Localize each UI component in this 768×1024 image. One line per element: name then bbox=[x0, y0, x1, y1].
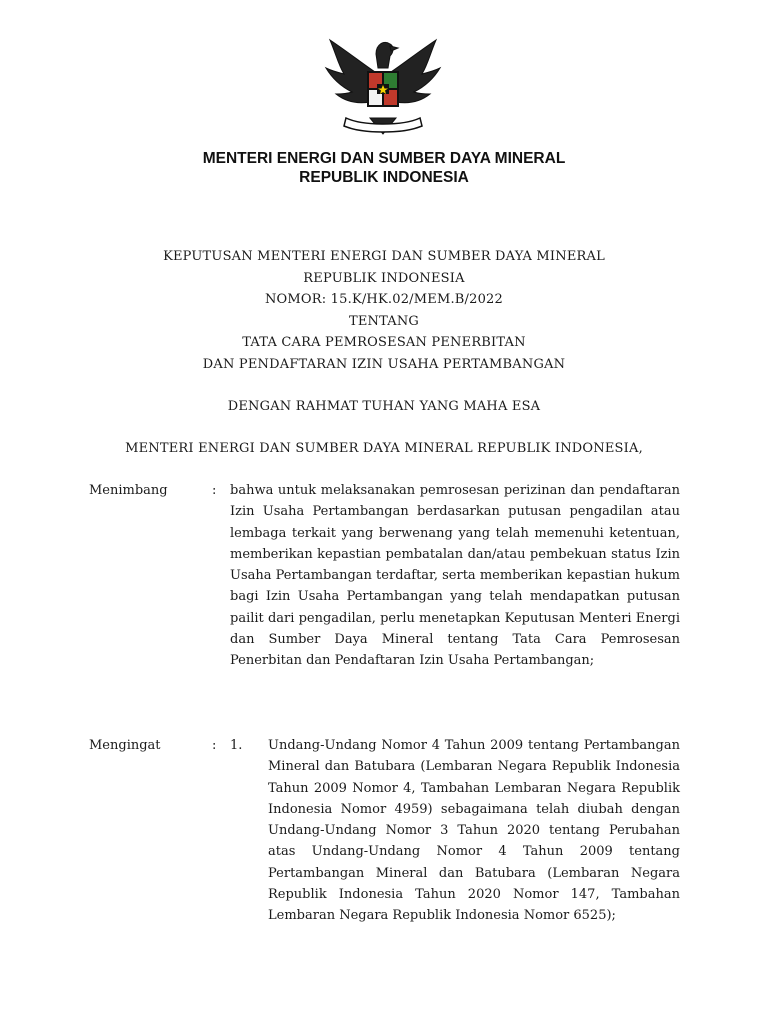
mengingat-colon: : bbox=[212, 738, 217, 753]
rahmat-line: DENGAN RAHMAT TUHAN YANG MAHA ESA bbox=[227, 399, 541, 414]
ministry-country: REPUBLIK INDONESIA bbox=[299, 169, 469, 186]
minister-heading: MENTERI ENERGI DAN SUMBER DAYA MINERAL REPUBLIK INDONESIA, bbox=[125, 441, 643, 456]
decree-number: NOMOR: 15.K/HK.02/MEM.B/2022 bbox=[264, 292, 504, 307]
title-line-1: KEPUTUSAN MENTERI ENERGI DAN SUMBER DAYA MINERAL bbox=[163, 249, 605, 264]
title-tentang: TENTANG bbox=[348, 313, 420, 329]
mengingat-item-number: 1. bbox=[230, 738, 243, 753]
title-subject-2: DAN PENDAFTARAN IZIN USAHA PERTAMBANGAN bbox=[202, 356, 566, 372]
menimbang-colon: : bbox=[212, 483, 217, 498]
ministry-name: MENTERI ENERGI DAN SUMBER DAYA MINERAL bbox=[202, 150, 566, 167]
title-subject-1: TATA CARA PEMROSESAN PENERBITAN bbox=[242, 335, 526, 350]
decree-title bbox=[0, 246, 768, 375]
garuda-pancasila-emblem-icon bbox=[318, 34, 448, 144]
mengingat-label: Mengingat bbox=[89, 738, 161, 753]
title-line-2: REPUBLIK INDONESIA bbox=[303, 270, 465, 286]
menimbang-label: Menimbang bbox=[89, 483, 168, 498]
mengingat-item-text: Undang-Undang Nomor 4 Tahun 2009 tentang Pertambangan Mineral dan Batubara (Lembaran Negara Republik Indonesia Tahun 2009 Nomor 4, Tambahan Lembaran Negara Republik Indonesia Nomor 4959) sebagaimana telah diubah dengan Undang-Undang Nomor 3 Tahun 2020 tentang Perubahan atas Undang-Undang Nomor 4 Tahun 2009 tentang Pertambangan Mineral dan Batubara (Lembaran Negara Republik Indonesia Tahun 2020 Nomor 147, Tambahan Lembaran Negara Republik Indonesia Nomor 6525); bbox=[268, 738, 680, 924]
menimbang-text: bahwa untuk melaksanakan pemrosesan perizinan dan pendaftaran Izin Usaha Pertambangan berdasarkan putusan pengadilan atau lembaga terkait yang berwenang yang telah memenuhi ketentuan, memberikan kepastian pembatalan dan/atau pembekuan status Izin Usaha Pertambangan terdaftar, serta memberikan kepastian hukum bagi Izin Usaha Pertambangan yang telah mendapatkan putusan pailit dari pengadilan, perlu menetapkan Keputusan Menteri Energi dan Sumber Daya Mineral tentang Tata Cara Pemrosesan Penerbitan dan Pendaftaran Izin Usaha Pertambangan; bbox=[230, 483, 680, 669]
